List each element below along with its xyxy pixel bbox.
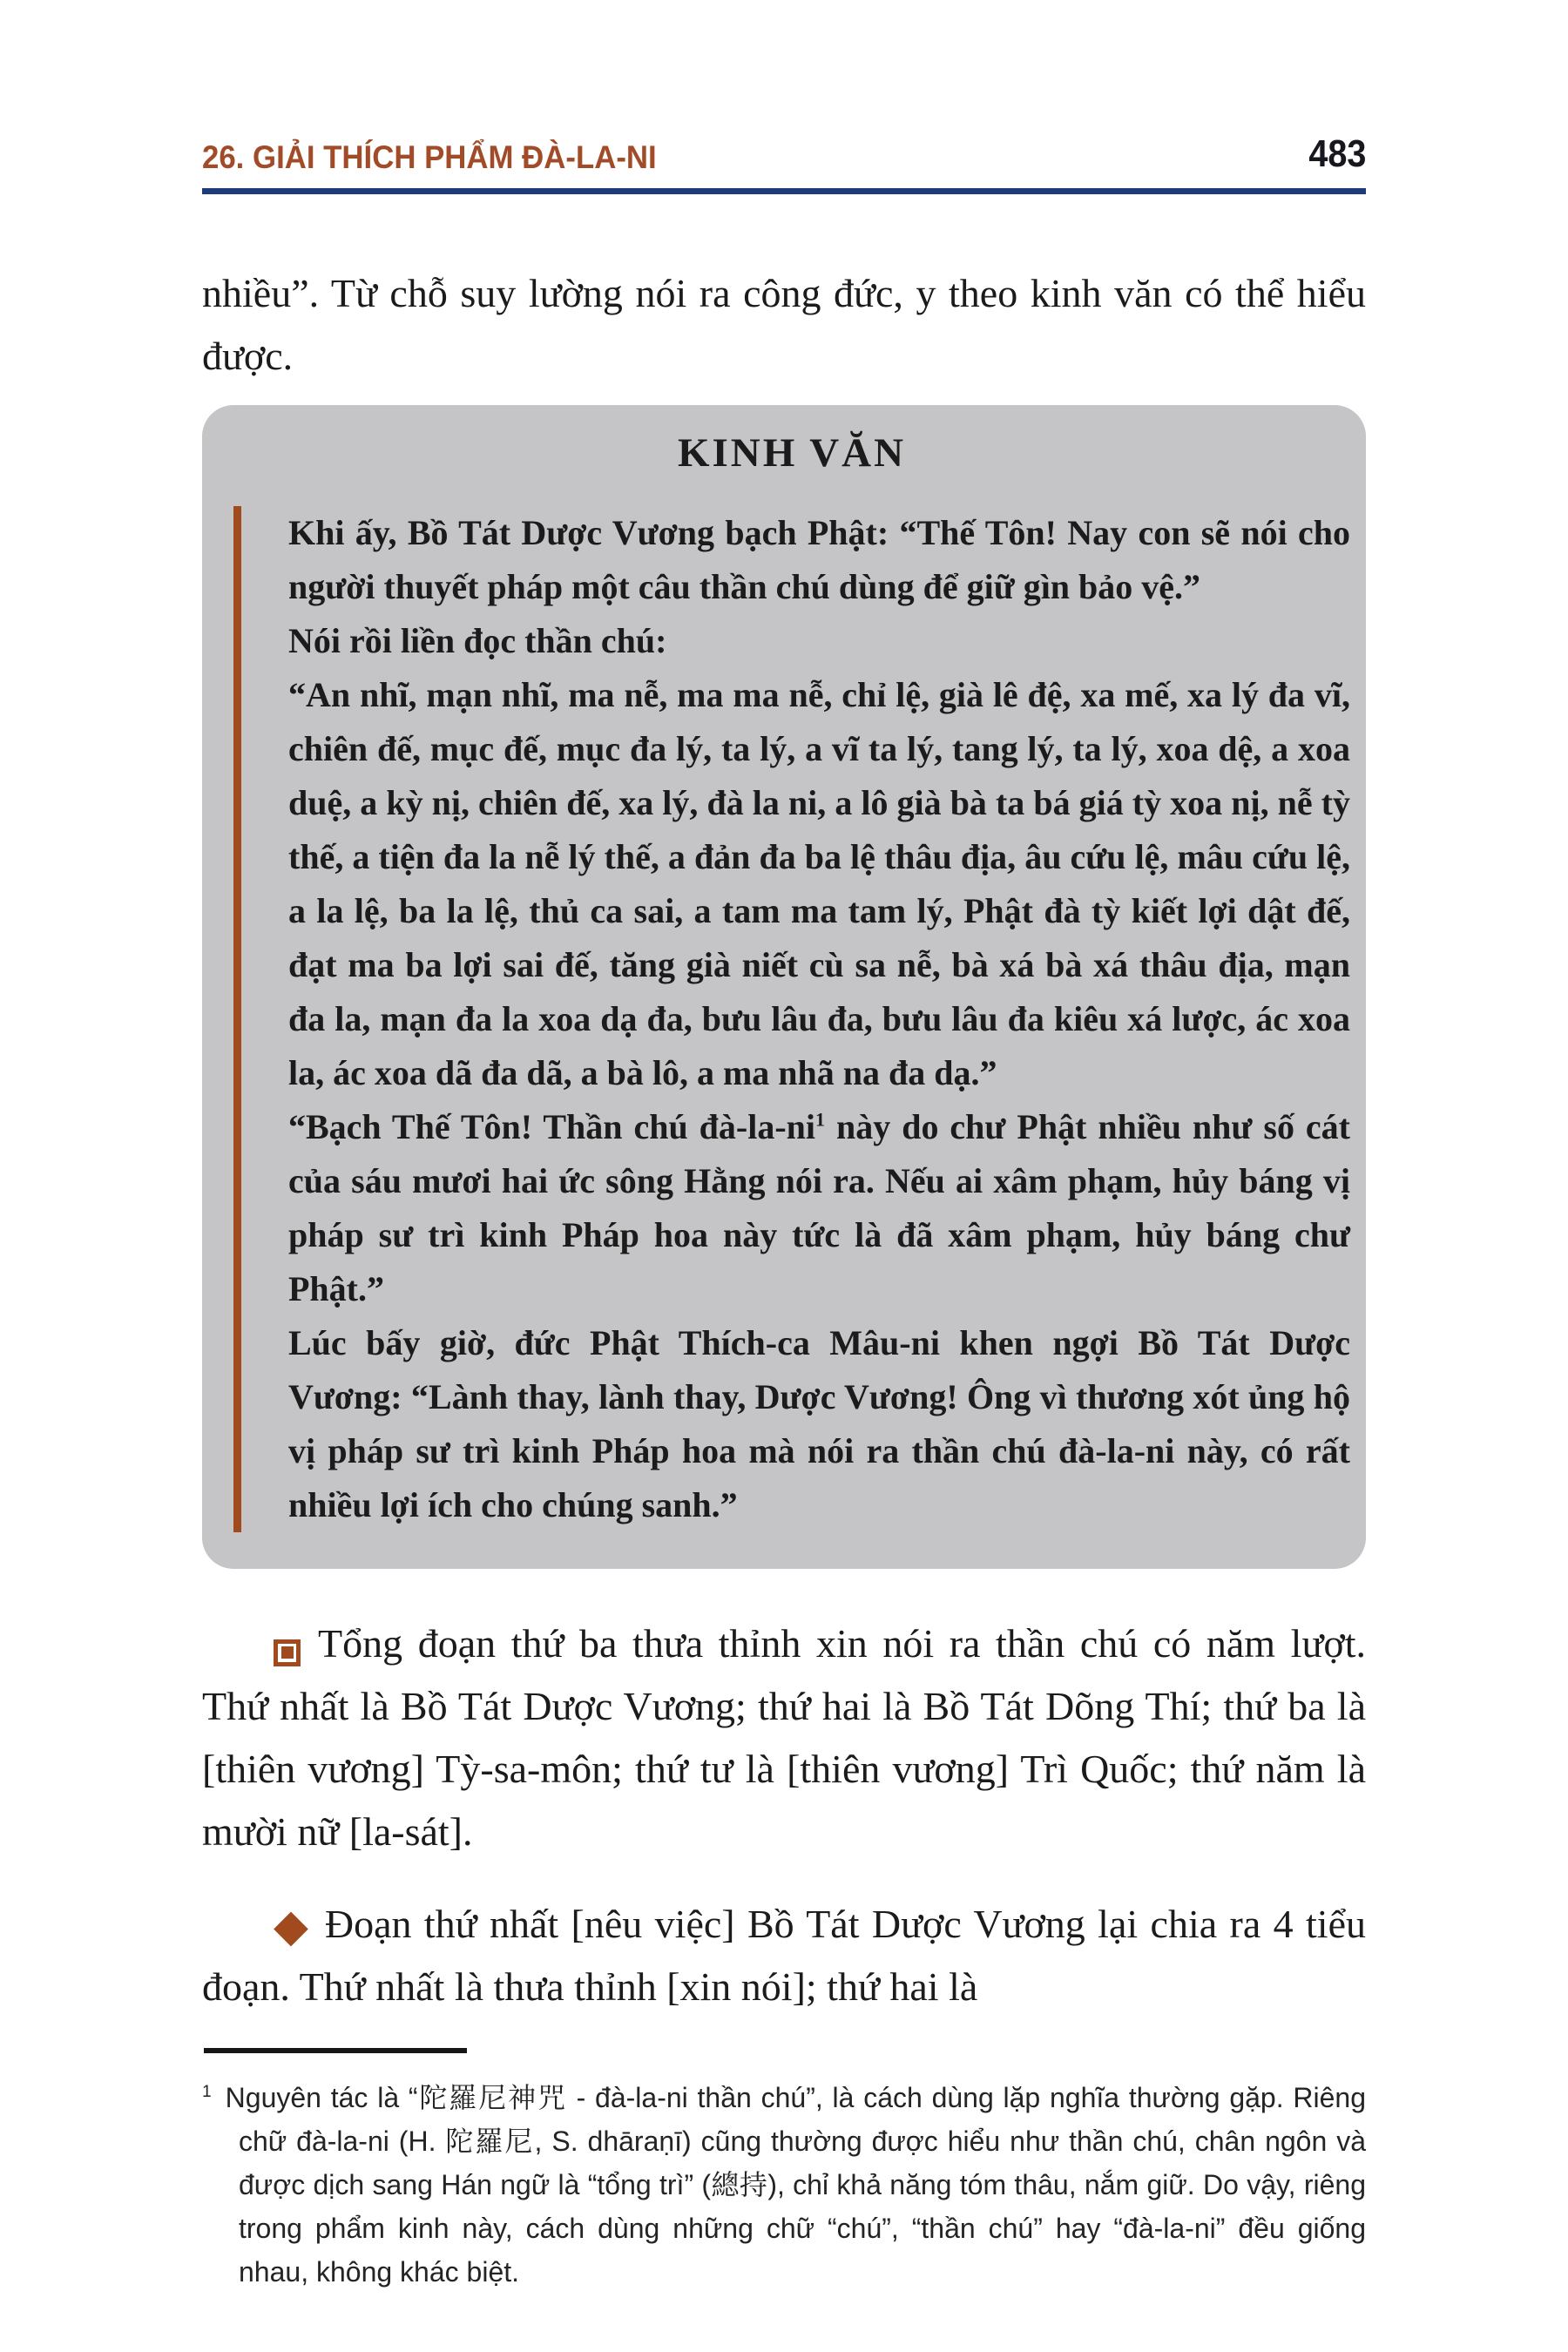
kinh-van-title: KINH VĂN xyxy=(677,430,907,476)
running-head-chapter-title: 26. GIẢI THÍCH PHẨM ĐÀ-LA-NI xyxy=(202,139,657,175)
sutra-text: Lúc bấy giờ, đức Phật Thích-ca Mâu-ni khen ngợi Bồ Tát Dược Vương: “Lành thay, lành thay, Dược Vương! Ông vì thương xót ủng hộ vị pháp sư trì kinh Pháp hoa mà nói ra thần chú đà-la-ni này, có rất nhiều lợi ích cho chúng sanh.” xyxy=(288,1323,1350,1524)
commentary-paragraph-section-one xyxy=(202,1893,1366,2018)
sutra-paragraph xyxy=(288,506,1350,614)
sutra-paragraph xyxy=(288,1316,1350,1532)
kinh-van-box xyxy=(202,405,1366,1569)
footnote-text: Nguyên tác là “陀羅尼神咒 - đà-la-ni thần chú”, là cách dùng lặp nghĩa thường gặp. Riêng chữ đà-la-ni (H. 陀羅尼, S. dhāraṇī) cũng thường được hiểu như thần chú, chân ngôn và được dịch sang Hán ngữ là “tổng trì” (總持), chỉ khả năng tóm thâu, nắm giữ. Do vậy, riêng trong phẩm kinh này, cách dùng những chữ “chú”, “thần chú” hay “đà-la-ni” đều giống nhau, không khác biệt. xyxy=(225,2082,1366,2288)
footnote-area xyxy=(202,2048,1366,2294)
footnote-separator-rule xyxy=(204,2048,467,2053)
header-rule-divider xyxy=(202,188,1366,194)
sutra-text: Nói rồi liền đọc thần chú: xyxy=(288,621,667,660)
sutra-paragraph xyxy=(288,614,1350,668)
square-bullet-inner xyxy=(281,1646,294,1659)
commentary-text: Đoạn thứ nhất [nêu việc] Bồ Tát Dược Vương lại chia ra 4 tiểu đoạn. Thứ nhất là thưa thỉnh [xin nói]; thứ hai là xyxy=(202,1902,1366,2009)
footnote-reference-1: 1 xyxy=(815,1108,826,1131)
sutra-paragraph-mantra xyxy=(288,668,1350,1100)
page-header xyxy=(202,132,1366,176)
footnote xyxy=(202,2076,1366,2294)
diamond-bullet-icon: ◆ xyxy=(274,1900,311,1952)
footnote-marker: 1 xyxy=(202,2083,212,2102)
page-number: 483 xyxy=(1308,132,1366,175)
sutra-text: “An nhĩ, mạn nhĩ, ma nễ, ma ma nễ, chỉ lệ, già lê đệ, xa mế, xa lý đa vĩ, chiên đế, mục đế, mục đa lý, ta lý, a vĩ ta lý, tang lý, ta lý, xoa dệ, a xoa duệ, a kỳ nị, chiên đế, xa lý, đà la ni, a lô già bà ta bá giá tỳ xoa nị, nễ tỳ thế, a tiện đa la nễ lý thế, a đản đa ba lệ thâu địa, âu cứu lệ, mâu cứu lệ, a la lệ, ba la lệ, thủ ca sai, a tam ma tam lý, Phật đà tỳ kiết lợi dật đế, đạt ma ba lợi sai đế, tăng già niết cù sa nễ, bà xá bà xá thâu địa, mạn đa la, mạn đa la xoa dạ đa, bưu lâu đa, bưu lâu đa kiêu xá lược, ác xoa la, ác xoa dã đa dã, a bà lô, a ma nhã na đa dạ.” xyxy=(288,675,1350,1092)
square-bullet-icon xyxy=(274,1639,301,1666)
sutra-text: “Bạch Thế Tôn! Thần chú đà-la-ni xyxy=(288,1107,816,1146)
sutra-text: Khi ấy, Bồ Tát Dược Vương bạch Phật: “Thế Tôn! Nay con sẽ nói cho người thuyết pháp một câu thần chú dùng để giữ gìn bảo vệ.” xyxy=(288,513,1350,606)
sutra-quote-block xyxy=(233,506,1350,1532)
intro-paragraph: nhiều”. Từ chỗ suy lường nói ra công đức, y theo kinh văn có thể hiểu được. xyxy=(202,271,1366,378)
commentary-text: Tổng đoạn thứ ba thưa thỉnh xin nói ra thần chú có năm lượt. Thứ nhất là Bồ Tát Dược Vương; thứ hai là Bồ Tát Dõng Thí; thứ ba là [thiên vương] Tỳ-sa-môn; thứ tư là [thiên vương] Trì Quốc; thứ năm là mười nữ [la-sát]. xyxy=(202,1621,1366,1854)
sutra-paragraph xyxy=(288,1100,1350,1316)
commentary-paragraph-overview xyxy=(202,1612,1366,1863)
sutra-text: này do chư Phật nhiều như số cát của sáu mươi hai ức sông Hằng nói ra. Nếu ai xâm phạm, hủy báng vị pháp sư trì kinh Pháp hoa này tức là đã xâm phạm, hủy báng chư Phật.” xyxy=(288,1107,1350,1308)
